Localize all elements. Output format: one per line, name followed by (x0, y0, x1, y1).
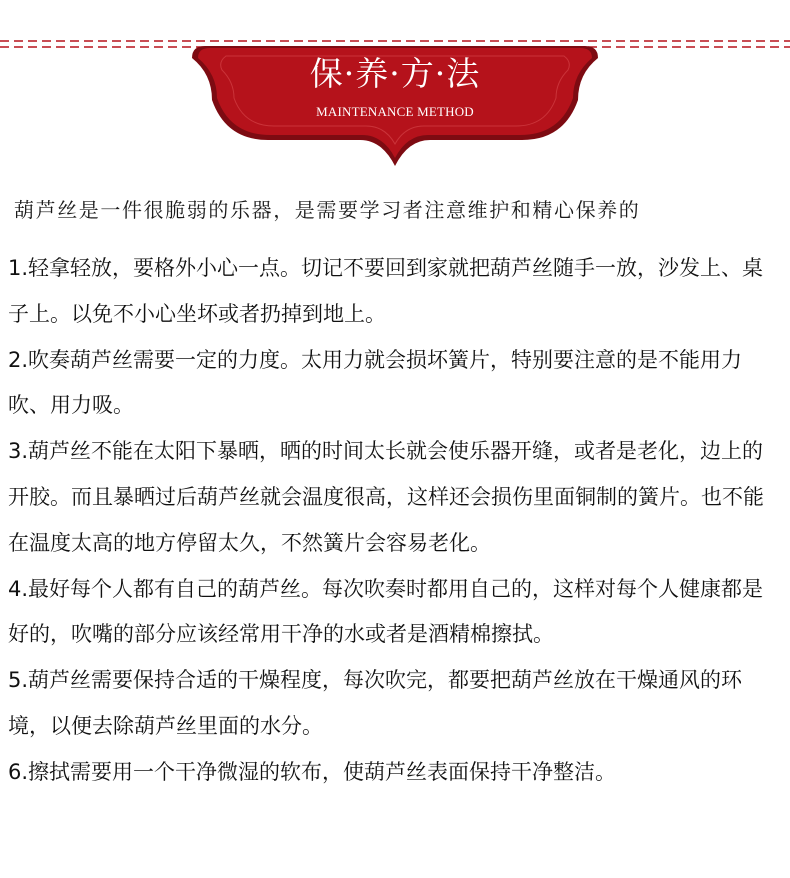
list-item: 4.最好每个人都有自己的葫芦丝。每次吹奏时都用自己的，这样对每个人健康都是好的，吹嘴的部分应该经常用干净的水或者是酒精棉擦拭。 (8, 576, 764, 647)
list-item: 6.擦拭需要用一个干净微湿的软布，使葫芦丝表面保持干净整洁。 (8, 759, 617, 784)
banner-title: 保·养·方·法 (309, 54, 481, 93)
maintenance-list (8, 246, 784, 796)
list-item: 1.轻拿轻放，要格外小心一点。切记不要回到家就把葫芦丝随手一放，沙发上、桌子上。以免不小心坐坏或者扔掉到地上。 (8, 256, 764, 326)
list-item: 3.葫芦丝不能在太阳下暴晒，晒的时间太长就会使乐器开缝，或者是老化，边上的开胶。而且暴晒过后葫芦丝就会温度很高，这样还会损伤里面铜制的簧片。也不能在温度太高的地方停留太久，不然簧片会容易老化。 (8, 439, 764, 555)
intro-text: 葫芦丝是一件很脆弱的乐器，是需要学习者注意维护和精心保养的 (14, 198, 641, 222)
banner-subtitle: MAINTENANCE METHOD (316, 104, 474, 119)
list-item: 5.葫芦丝需要保持合适的干燥程度，每次吹完，都要把葫芦丝放在干燥通风的环境，以便去除葫芦丝里面的水分。 (8, 668, 743, 738)
section-header-banner (0, 0, 790, 175)
list-item: 2.吹奏葫芦丝需要一定的力度。太用力就会损坏簧片，特别要注意的是不能用力吹、用力吸。 (8, 347, 743, 418)
